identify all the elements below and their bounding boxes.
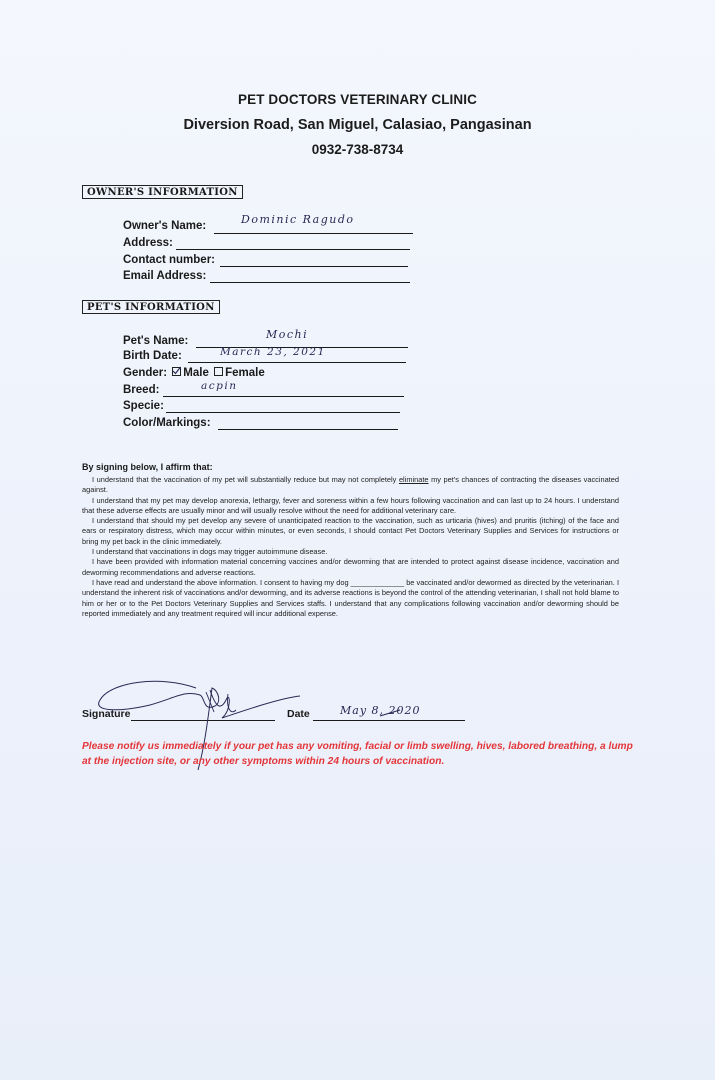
- pet-birth-label: Birth Date:: [123, 350, 182, 362]
- pet-breed-value: acpin: [201, 380, 238, 392]
- eliminate-word: eliminate: [398, 475, 429, 484]
- affirmation-p4: I understand that vaccinations in dogs may trigger autoimmune disease.: [92, 547, 328, 557]
- owner-contact-label: Contact number:: [123, 254, 215, 266]
- affirmation-p1: I understand that the vaccination of my pet will substantially reduce but may not completely eliminate my pet's chances of contracting the diseases vaccinated against.: [82, 475, 619, 495]
- female-label: Female: [225, 367, 265, 379]
- affirmation-p6: I have read and understand the above information. I consent to having my dog _____________ be vaccinated and/or dewormed as directed by the veterinarian. I understand the inherent risk of vaccinations and/or deworming, and its adverse reactions is beyond the control of the attending veterinarian, I shall not hold blame to him or her or to the Pet Doctors Veterinary Supplies and Services staffs. I understand that any complications following vaccination and/or deworming should be reported immediately and any treatment required will incur additional expense.: [82, 577, 619, 618]
- affirmation-p5: I have been provided with information material concerning vaccines and/or deworming that are intended to protect against disease incidence, vaccination and deworming recommendations and adverse reactions.: [82, 557, 619, 577]
- date-value: May 8, 2020: [340, 704, 421, 717]
- pet-specie-label: Specie:: [123, 400, 164, 412]
- affirmation-p2: I understand that my pet may develop anorexia, lethargy, fever and soreness within a few hours following vaccination and can last up to 24 hours. I understand that these adverse effects are usually minor and will usually resolve without the need for additional veterinary care.: [82, 495, 619, 515]
- affirmation-p3: I understand that should my pet develop any severe of unanticipated reaction to the vaccination, such as urticaria (hives) and pruritis (itching) of the face and ears or respiratory distress, which may occur within minutes, or even seconds, I should contact Pet Doctors Veterinary Supplies and Services for instructions or bring my pet back in the clinic immediately.: [82, 516, 619, 546]
- signature-label: Signature: [82, 708, 131, 720]
- date-label: Date: [287, 708, 310, 720]
- pet-birth-value: March 23, 2021: [220, 346, 326, 358]
- warning-note: Please notify us immediately if your pet has any vomiting, facial or limb swelling, hives, labored breathing, a lump at the injection site, or any other symptoms within 24 hours of vaccination.: [82, 741, 633, 767]
- pet-section-title: PET'S INFORMATION: [82, 300, 220, 314]
- owner-email-label: Email Address:: [123, 270, 207, 282]
- owner-address-label: Address:: [123, 237, 173, 249]
- clinic-address: Diversion Road, San Miguel, Calasiao, Pangasinan: [183, 117, 532, 133]
- clinic-name: PET DOCTORS VETERINARY CLINIC: [238, 92, 477, 107]
- owner-name-value: Dominic Ragudo: [241, 213, 355, 226]
- pet-gender-label: Gender:: [123, 367, 168, 379]
- owner-section-title: OWNER'S INFORMATION: [82, 185, 243, 199]
- male-label: Male: [183, 367, 209, 379]
- pet-name-label: Pet's Name:: [123, 335, 189, 347]
- owner-name-label: Owner's Name:: [123, 220, 207, 232]
- clinic-phone: 0932-738-8734: [311, 142, 404, 157]
- pet-breed-label: Breed:: [123, 384, 160, 396]
- pet-name-value: Mochi: [266, 328, 309, 341]
- affirmation-heading: By signing below, I affirm that:: [82, 462, 213, 472]
- pet-color-label: Color/Markings:: [123, 417, 211, 429]
